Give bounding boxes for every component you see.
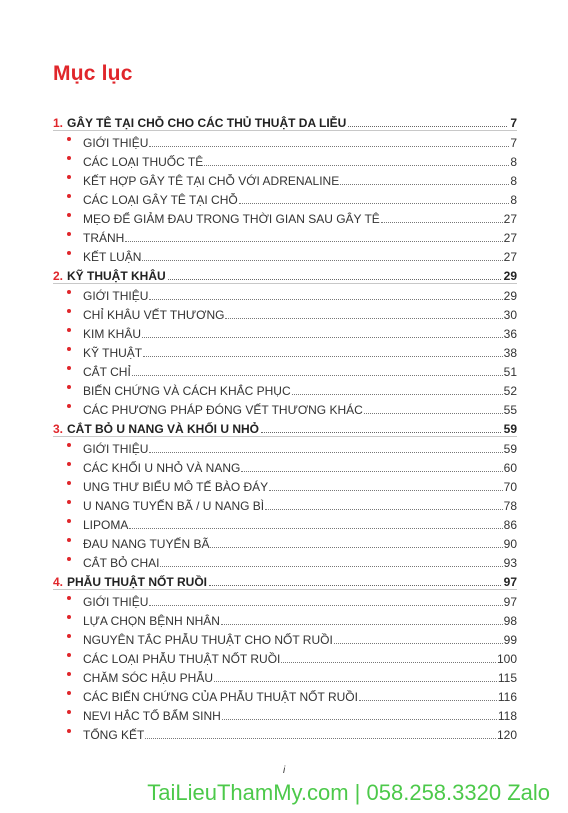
bullet-icon (67, 538, 71, 542)
entry-title: CÁC PHƯƠNG PHÁP ĐÓNG VẾT THƯƠNG KHÁC (83, 403, 363, 417)
bullet-icon (67, 615, 71, 619)
entry-title: GIỚI THIỆU (83, 289, 149, 303)
entry-page: 86 (503, 518, 517, 532)
toc-entry[interactable] (53, 131, 517, 150)
toc-entry[interactable] (53, 188, 517, 207)
dot-leader (381, 222, 503, 223)
section-page: 7 (510, 116, 517, 130)
bullet-icon (67, 500, 71, 504)
entry-page: 120 (496, 728, 517, 742)
entry-page: 27 (503, 212, 517, 226)
entry-page: 8 (510, 174, 517, 188)
entry-page: 90 (503, 537, 517, 551)
entry-title: MẸO ĐỂ GIẢM ĐAU TRONG THỜI GIAN SAU GÂY TÊ (83, 212, 380, 226)
entry-page: 29 (503, 289, 517, 303)
entry-page: 60 (503, 461, 517, 475)
section-number: 3. (53, 422, 64, 436)
entry-title: CẮT CHỈ (83, 365, 131, 379)
bullet-icon (67, 194, 71, 198)
bullet-icon (67, 557, 71, 561)
bullet-icon (67, 137, 71, 141)
toc-entry[interactable] (53, 341, 517, 360)
dot-leader (132, 375, 503, 376)
toc-section[interactable] (53, 570, 517, 590)
bullet-icon (67, 729, 71, 733)
dot-leader (160, 566, 502, 567)
section-title: CẮT BỎ U NANG VÀ KHỐI U NHỎ (67, 422, 260, 436)
dot-leader (145, 738, 496, 739)
dot-leader (222, 719, 497, 720)
footer-watermark[interactable]: TaiLieuThamMy.com | 058.258.3320 Zalo (147, 780, 550, 805)
toc-entry[interactable] (53, 513, 517, 532)
entry-title: CÁC LOẠI GÂY TÊ TẠI CHỖ (83, 193, 238, 207)
entry-title: UNG THƯ BIỂU MÔ TẾ BÀO ĐÁY (83, 480, 269, 494)
dot-leader (209, 585, 501, 586)
dot-leader (348, 126, 507, 127)
entry-title: LỰA CHỌN BỆNH NHÂN (83, 614, 220, 628)
table-of-contents (53, 111, 517, 742)
toc-entry[interactable] (53, 150, 517, 169)
dot-leader (261, 432, 501, 433)
toc-section[interactable] (53, 111, 517, 131)
dot-leader (168, 279, 501, 280)
entry-page: 8 (510, 155, 517, 169)
toc-entry[interactable] (53, 647, 517, 666)
section-number: 2. (53, 269, 64, 283)
entry-page: 115 (497, 671, 517, 685)
section-number: 1. (53, 116, 64, 130)
dot-leader (149, 605, 502, 606)
entry-page: 59 (503, 442, 517, 456)
entry-page: 93 (503, 556, 517, 570)
bullet-icon (67, 596, 71, 600)
toc-entry[interactable] (53, 322, 517, 341)
toc-entry[interactable] (53, 685, 517, 704)
toc-entry[interactable] (53, 207, 517, 226)
section-title: GÂY TÊ TẠI CHỖ CHO CÁC THỦ THUẬT DA LIỄU (67, 116, 347, 130)
dot-leader (239, 203, 510, 204)
toc-entry[interactable] (53, 494, 517, 513)
dot-leader (225, 318, 502, 319)
entry-page: 51 (503, 365, 517, 379)
toc-entry[interactable] (53, 609, 517, 628)
entry-page: 36 (503, 327, 517, 341)
dot-leader (265, 509, 502, 510)
section-number: 4. (53, 575, 64, 589)
entry-page: 98 (503, 614, 517, 628)
entry-page: 52 (503, 384, 517, 398)
entry-page: 78 (503, 499, 517, 513)
entry-title: CÁC LOẠI PHẪU THUẬT NỐT RUỒI (83, 652, 281, 666)
toc-entry[interactable] (53, 398, 517, 417)
bullet-icon (67, 213, 71, 217)
dot-leader (210, 547, 502, 548)
entry-page: 70 (503, 480, 517, 494)
section-title: KỸ THUẬT KHÂU (67, 269, 166, 283)
bullet-icon (67, 347, 71, 351)
dot-leader (364, 413, 503, 414)
bullet-icon (67, 385, 71, 389)
dot-leader (214, 681, 497, 682)
entry-title: KIM KHÂU (83, 327, 142, 341)
dot-leader (143, 356, 503, 357)
page-title: Mục lục (53, 62, 133, 85)
toc-entry[interactable] (53, 456, 517, 475)
entry-title: NEVI HẮC TỐ BẨM SINH (83, 709, 221, 723)
entry-title: TỔNG KẾT (83, 728, 145, 742)
entry-title: TRÁNH (83, 231, 125, 245)
entry-page: 7 (510, 136, 517, 150)
dot-leader (125, 241, 502, 242)
entry-title: NGUYÊN TẮC PHẪU THUẬT CHO NỐT RUỒI (83, 633, 333, 647)
toc-entry[interactable] (53, 666, 517, 685)
entry-title: GIỚI THIỆU (83, 136, 149, 150)
entry-title: CHỈ KHÂU VẾT THƯƠNG (83, 308, 225, 322)
dot-leader (281, 662, 496, 663)
bullet-icon (67, 404, 71, 408)
section-page: 97 (503, 575, 517, 589)
bullet-icon (67, 653, 71, 657)
dot-leader (241, 471, 502, 472)
entry-title: KỸ THUẬT (83, 346, 143, 360)
entry-page: 27 (503, 231, 517, 245)
dot-leader (149, 452, 502, 453)
entry-title: CHĂM SÓC HẬU PHẪU (83, 671, 214, 685)
section-page: 29 (503, 269, 517, 283)
section-title: PHẪU THUẬT NỐT RUỒI (67, 575, 208, 589)
entry-page: 116 (497, 690, 517, 704)
entry-page: 27 (503, 250, 517, 264)
dot-leader (149, 146, 509, 147)
entry-title: LIPOMA (83, 518, 129, 532)
toc-entry[interactable] (53, 226, 517, 245)
bullet-icon (67, 290, 71, 294)
entry-title: GIỚI THIỆU (83, 442, 149, 456)
entry-page: 118 (497, 709, 517, 723)
toc-entry[interactable] (53, 590, 517, 609)
section-page: 59 (503, 422, 517, 436)
bullet-icon (67, 691, 71, 695)
entry-title: CÁC KHỐI U NHỎ VÀ NANG (83, 461, 241, 475)
toc-entry[interactable] (53, 437, 517, 456)
entry-page: 38 (503, 346, 517, 360)
entry-page: 55 (503, 403, 517, 417)
entry-title: KẾT HỢP GÂY TÊ TẠI CHỖ VỚI ADRENALINE (83, 174, 340, 188)
toc-entry[interactable] (53, 379, 517, 398)
toc-entry[interactable] (53, 704, 517, 723)
dot-leader (359, 700, 497, 701)
dot-leader (334, 643, 503, 644)
entry-page: 100 (496, 652, 517, 666)
toc-entry[interactable] (53, 475, 517, 494)
toc-entry[interactable] (53, 169, 517, 188)
bullet-icon (67, 672, 71, 676)
entry-title: BIẾN CHỨNG VÀ CÁCH KHẮC PHỤC (83, 384, 291, 398)
dot-leader (129, 528, 502, 529)
entry-title: ĐAU NANG TUYẾN BÃ (83, 537, 210, 551)
bullet-icon (67, 462, 71, 466)
bullet-icon (67, 481, 71, 485)
entry-title: CẮT BỎ CHAI (83, 556, 160, 570)
bullet-icon (67, 443, 71, 447)
entry-title: GIỚI THIỆU (83, 595, 149, 609)
bullet-icon (67, 175, 71, 179)
entry-title: CÁC BIẾN CHỨNG CỦA PHẪU THUẬT NỐT RUỒI (83, 690, 358, 704)
dot-leader (204, 165, 509, 166)
entry-title: KẾT LUẬN (83, 250, 142, 264)
entry-page: 97 (503, 595, 517, 609)
toc-entry[interactable] (53, 628, 517, 647)
bullet-icon (67, 328, 71, 332)
dot-leader (149, 299, 502, 300)
dot-leader (292, 394, 503, 395)
entry-page: 30 (503, 308, 517, 322)
toc-section[interactable] (53, 264, 517, 284)
dot-leader (142, 337, 503, 338)
bullet-icon (67, 366, 71, 370)
bullet-icon (67, 156, 71, 160)
bullet-icon (67, 309, 71, 313)
entry-title: CÁC LOẠI THUỐC TÊ (83, 155, 204, 169)
bullet-icon (67, 710, 71, 714)
page-number: i (283, 765, 286, 776)
toc-entry[interactable] (53, 303, 517, 322)
toc-entry[interactable] (53, 551, 517, 570)
toc-entry[interactable] (53, 532, 517, 551)
dot-leader (221, 624, 503, 625)
toc-entry[interactable] (53, 723, 517, 742)
toc-section[interactable] (53, 417, 517, 437)
dot-leader (269, 490, 502, 491)
bullet-icon (67, 251, 71, 255)
toc-entry[interactable] (53, 284, 517, 303)
toc-entry[interactable] (53, 245, 517, 264)
dot-leader (142, 260, 502, 261)
entry-page: 8 (510, 193, 517, 207)
entry-page: 99 (503, 633, 517, 647)
bullet-icon (67, 634, 71, 638)
dot-leader (340, 184, 509, 185)
toc-entry[interactable] (53, 360, 517, 379)
bullet-icon (67, 519, 71, 523)
entry-title: U NANG TUYẾN BÃ / U NANG BÌ (83, 499, 265, 513)
bullet-icon (67, 232, 71, 236)
